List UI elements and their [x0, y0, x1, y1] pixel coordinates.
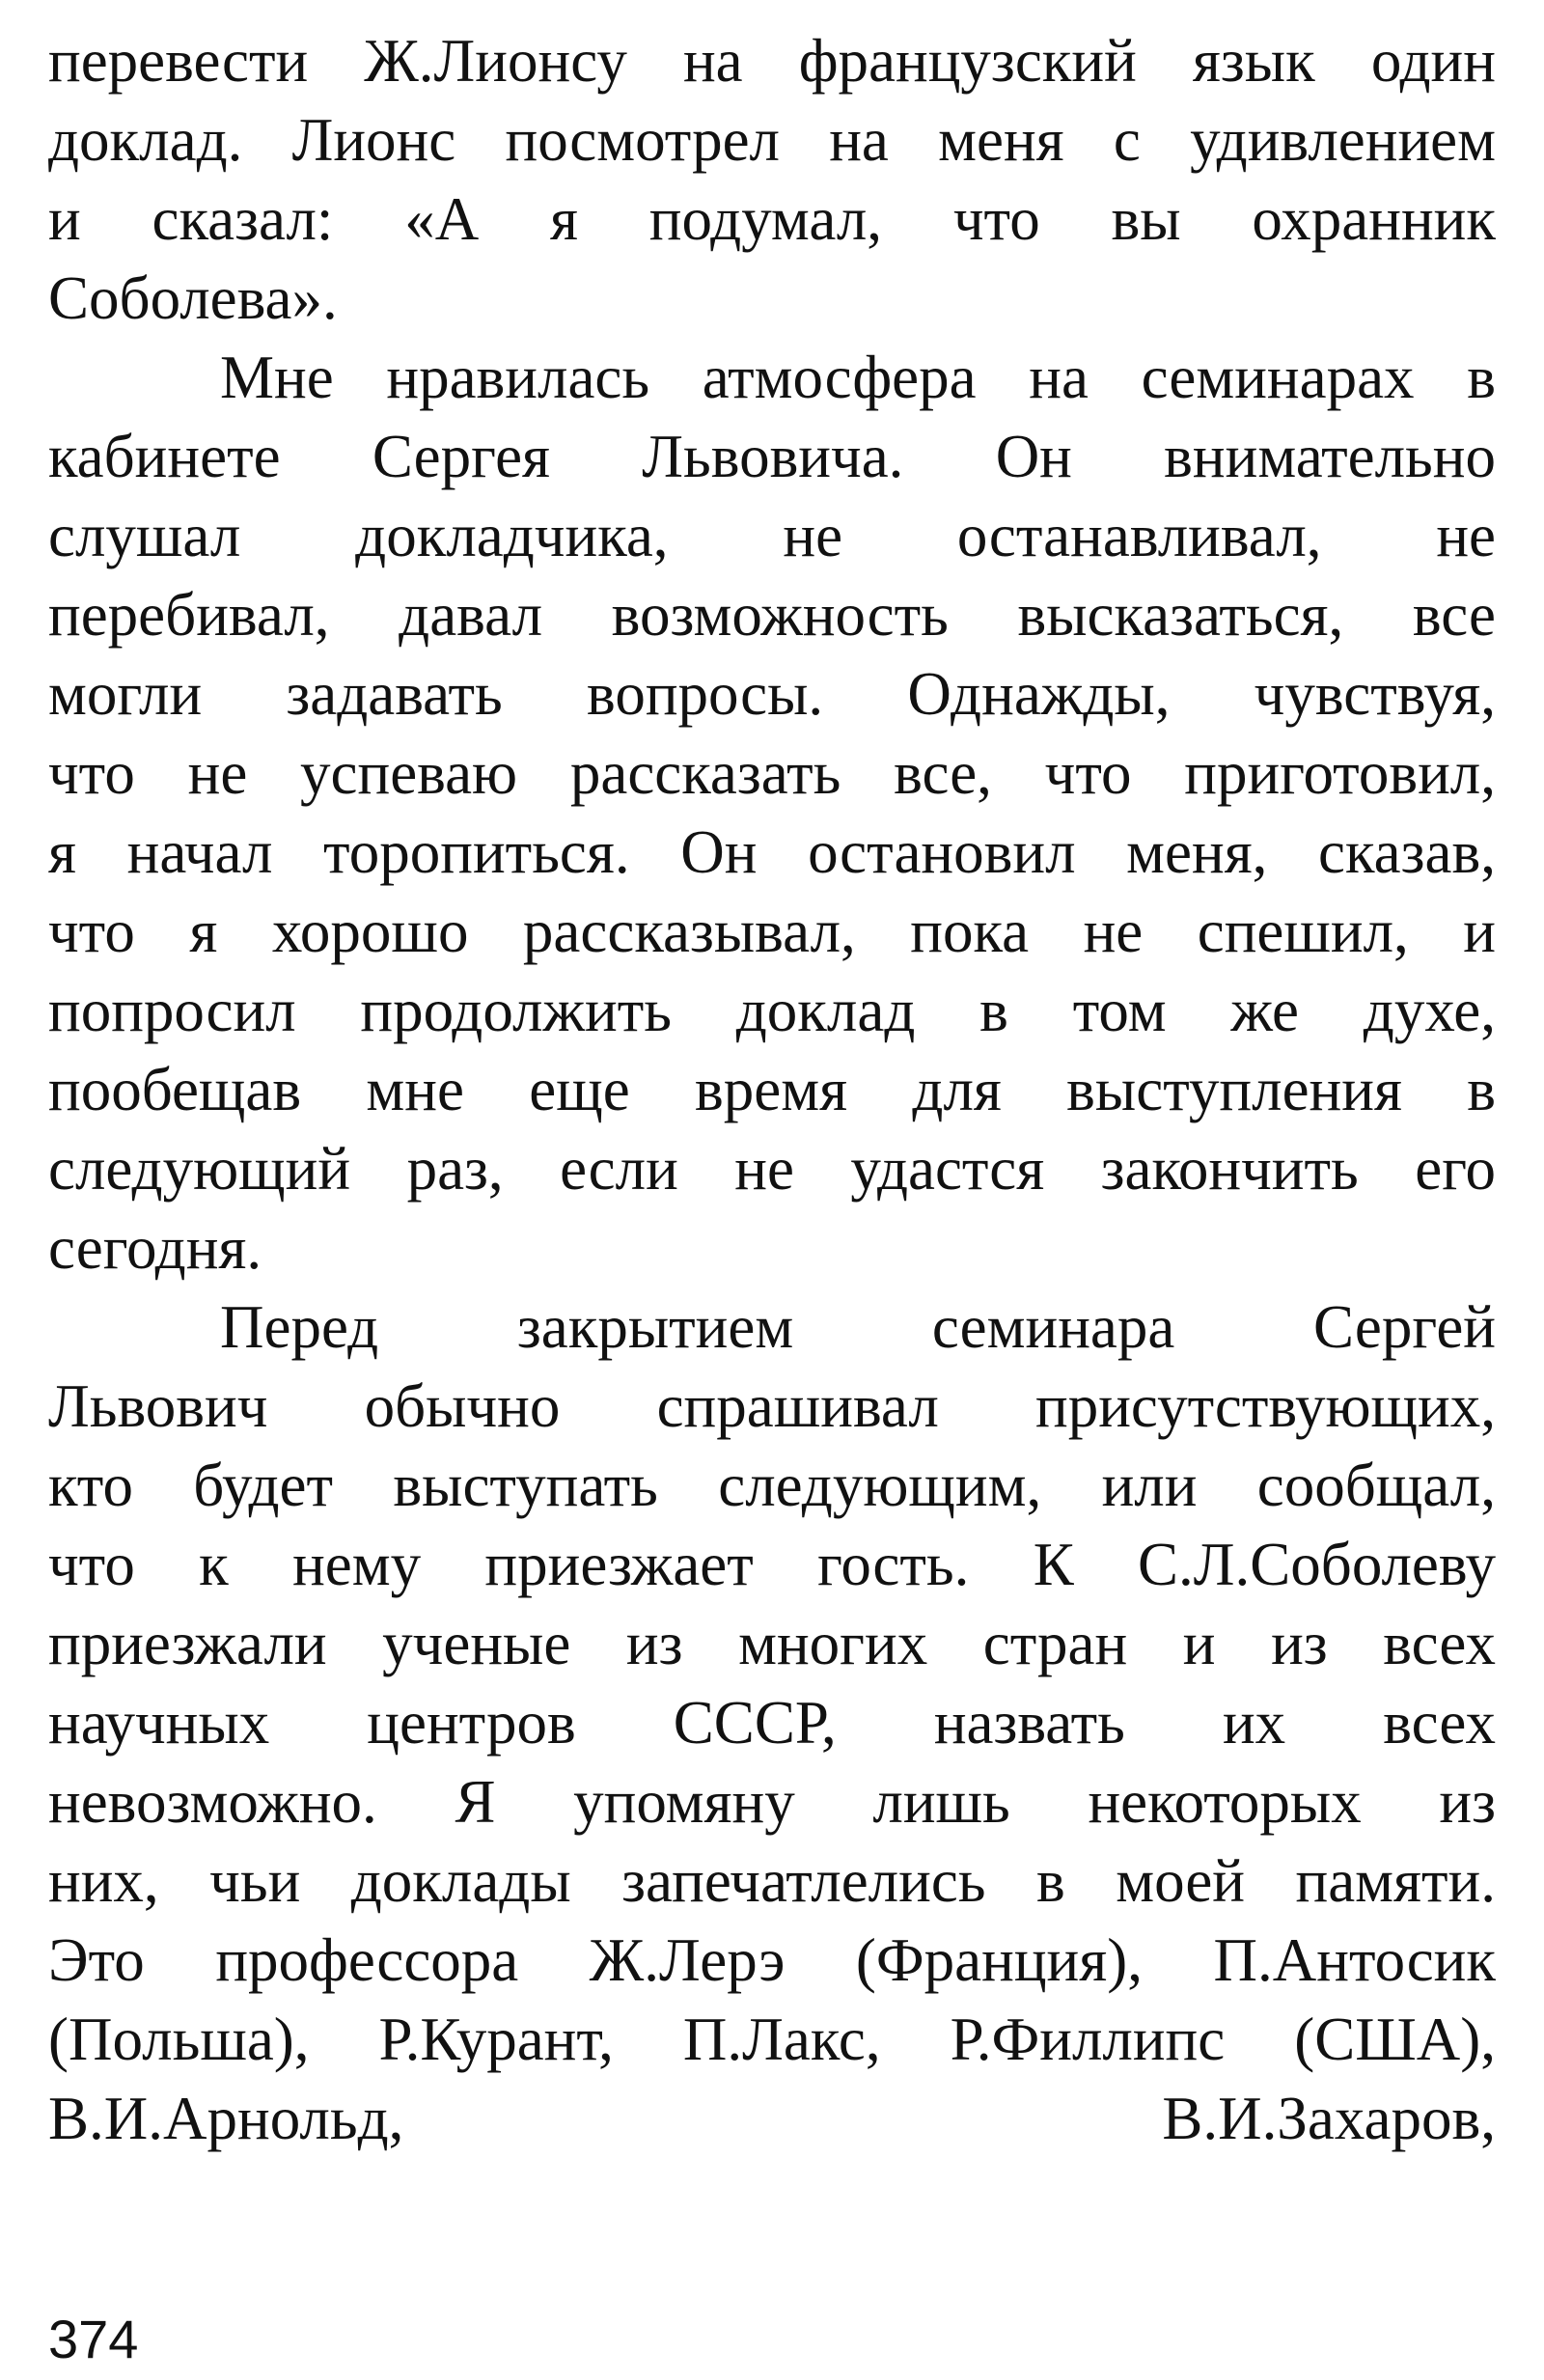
text-line: перевести Ж.Лионсу на французский язык один: [48, 27, 1496, 95]
text-line: пообещав мне еще время для выступления в: [48, 1056, 1496, 1123]
text-line: Львович обычно спрашивал присутствующих,: [48, 1372, 1496, 1440]
text-line: что я хорошо рассказывал, пока не спешил, и: [48, 898, 1496, 965]
text-line: Это профессора Ж.Лерэ (Франция), П.Антосик: [48, 1926, 1496, 1994]
paragraph-2: [48, 338, 1496, 1287]
text-line: следующий раз, если не удастся закончить его: [48, 1135, 1496, 1203]
text-line: могли задавать вопросы. Однажды, чувствуя,: [48, 660, 1496, 728]
paragraph-3: [48, 1287, 1496, 2158]
text-line: слушал докладчика, не останавливал, не: [48, 502, 1496, 569]
text-line: Мне нравилась атмосфера на семинарах в: [220, 344, 1496, 411]
text-line: что к нему приезжает гость. К С.Л.Соболеву: [48, 1531, 1496, 1598]
page-body: [48, 21, 1496, 2158]
text-line: (Польша), Р.Курант, П.Лакс, Р.Филлипс (США),: [48, 2006, 1496, 2073]
text-line: кто будет выступать следующим, или сообщал,: [48, 1452, 1496, 1519]
text-line: сегодня.: [48, 1214, 262, 1282]
text-line: попросил продолжить доклад в том же духе,: [48, 977, 1496, 1044]
text-line: и сказал: «А я подумал, что вы охранник: [48, 185, 1496, 253]
text-line: них, чьи доклады запечатлелись в моей памяти.: [48, 1847, 1496, 1915]
text-line: В.И.Арнольд, В.И.Захаров,: [48, 2085, 1496, 2152]
text-line: я начал торопиться. Он остановил меня, сказав,: [48, 818, 1496, 886]
text-line: что не успеваю рассказать все, что приготовил,: [48, 739, 1496, 807]
paragraph-1: [48, 21, 1496, 338]
text-line: научных центров СССР, назвать их всех: [48, 1689, 1496, 1757]
text-line: перебивал, давал возможность высказаться, все: [48, 581, 1496, 649]
text-line: Соболева».: [48, 264, 338, 332]
text-line: кабинете Сергея Львовича. Он внимательно: [48, 423, 1496, 490]
page-number: 374: [48, 2309, 139, 2369]
text-line: доклад. Лионс посмотрел на меня с удивлением: [48, 106, 1496, 174]
text-line: Перед закрытием семинара Сергей: [220, 1293, 1496, 1361]
text-line: приезжали ученые из многих стран и из всех: [48, 1610, 1496, 1677]
text-line: невозможно. Я упомяну лишь некоторых из: [48, 1768, 1496, 1836]
